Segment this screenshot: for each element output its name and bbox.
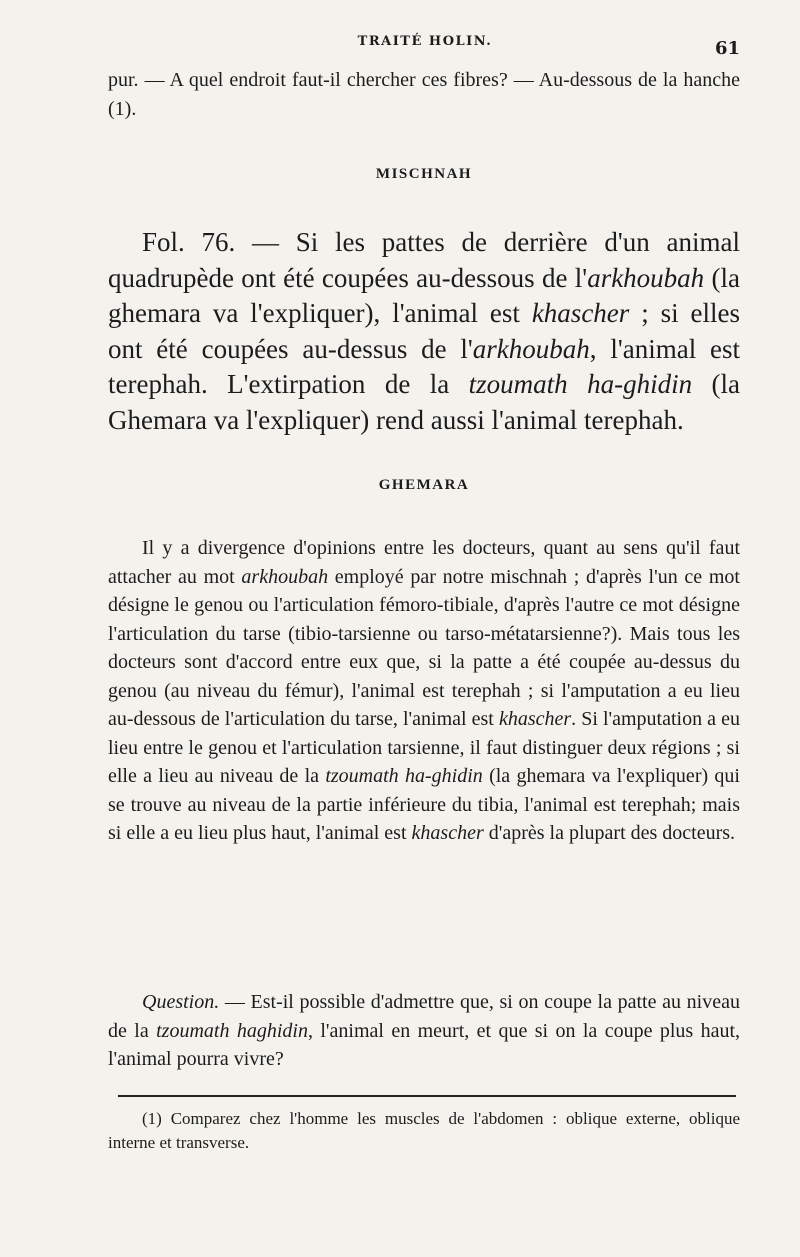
- mischnah-heading: MISCHNAH: [375, 166, 473, 182]
- ghemara-paragraph: Il y a divergence d'opinions entre les docteurs, quant au sens qu'il faut attacher au mot arkhoubah employé par notre mischnah ; d'après l'un ce mot désigne le genou ou l'articulation fémoro-tibiale, d'après l'autre ce mot désigne l'articulation du tarse (tibio-tarsienne ou tarso-métatarsienne?). Mais tous les docteurs sont d'accord entre eux que, si la patte a été coupée au-dessus du genou (au niveau du fémur), l'animal est terephah ; si l'amputation a eu lieu au-dessous de l'articulation du tarse, l'animal est khascher. Si l'amputation a eu lieu entre le genou et l'articulation tarsienne, il faut distinguer deux régions ; si elle a lieu au niveau de la tzoumath ha-ghidin (la ghemara va l'expliquer) qui se trouve au niveau de la partie inférieure du tibia, l'animal est terephah; mais si elle a eu lieu plus haut, l'animal est khascher d'après la plupart des docteurs.: [108, 537, 740, 844]
- intro-paragraph: pur. — A quel endroit faut-il chercher ces fibres? — Au-dessous de la hanche (1).: [108, 69, 740, 120]
- footnote: (1) Comparez chez l'homme les muscles de l'abdomen : oblique externe, oblique interne et transverse.: [108, 1109, 740, 1152]
- page-number: 61: [714, 38, 740, 59]
- ghemara-heading: GHEMARA: [378, 477, 470, 493]
- question-paragraph: Question. — Est-il possible d'admettre que, si on coupe la patte au niveau de la tzoumath haghidin, l'animal en meurt, et que si on la coupe plus haut, l'animal pourra vivre?: [108, 991, 741, 1070]
- mischnah-paragraph: Fol. 76. — Si les pattes de derrière d'un animal quadrupède ont été coupées au-dessous de l'arkhoubah (la ghemara va l'expliquer), l'animal est khascher ; si elles ont été coupées au-dessus de l'arkhoubah, l'animal est terephah. L'extirpation de la tzoumath ha-ghidin (la Ghemara va l'expliquer) rend aussi l'animal terephah.: [108, 227, 740, 435]
- running-title: TRAITÉ HOLIN.: [357, 34, 493, 49]
- footnote-rule: [118, 1095, 736, 1097]
- page-header: [110, 30, 740, 60]
